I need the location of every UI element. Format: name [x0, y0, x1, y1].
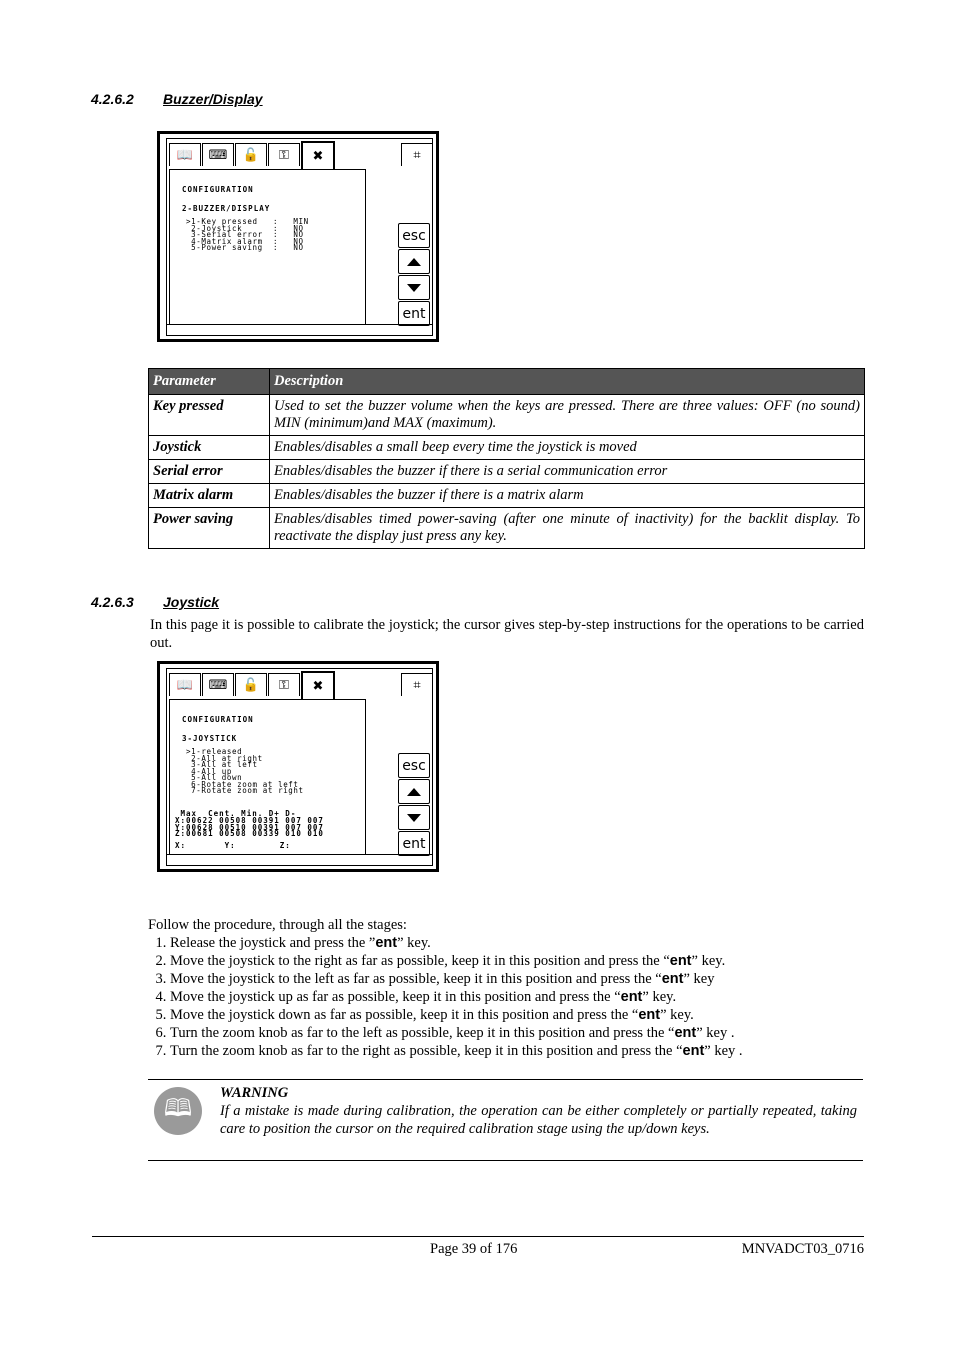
- esc-button[interactable]: esc: [398, 223, 430, 248]
- table-row: [149, 395, 865, 436]
- table-row: [149, 436, 865, 460]
- step-item: 6. Turn the zoom knob as far to the left as possible, keep it in this position and press the “ent” key .: [170, 1024, 864, 1042]
- ent-button[interactable]: ent: [398, 831, 430, 856]
- tab-tools-icon[interactable]: ✖: [301, 141, 335, 169]
- menu-item[interactable]: 2-All at right: [186, 753, 263, 763]
- tab-display-icon[interactable]: ⌗: [401, 673, 433, 696]
- warning-text: If a mistake is made during calibration, the operation can be either completely or partially repeated, taking care to position the cursor on the required calibration stage using the up/down keys.: [220, 1103, 857, 1137]
- tab-keyboard-icon[interactable]: ⌨: [202, 143, 234, 166]
- parameter-name: Power saving: [149, 508, 270, 549]
- procedure-intro: Follow the procedure, through all the stages:: [148, 917, 407, 933]
- arrow-up-icon: [407, 788, 421, 796]
- arrow-up-icon: [407, 258, 421, 266]
- section-heading-joystick: 4.2.6.3 Joystick: [91, 594, 220, 610]
- status-bar: [167, 324, 432, 335]
- parameter-description: Enables/disables the buzzer if there is a serial communication error: [270, 460, 865, 484]
- parameter-name: Serial error: [149, 460, 270, 484]
- menu-item[interactable]: 5-Power saving : NO: [186, 243, 304, 252]
- screen-frame: [166, 668, 433, 866]
- tab-keyboard-icon[interactable]: ⌨: [202, 673, 234, 696]
- step-item: 4. Move the joystick up as far as possible, keep it in this position and press the “ent” key.: [170, 988, 864, 1006]
- arrow-down-icon: [407, 814, 421, 822]
- menu-item[interactable]: 4-Matrix alarm : NO: [186, 236, 304, 246]
- menu-item[interactable]: 4-All up: [186, 766, 233, 776]
- tab-key-icon[interactable]: ⚿: [268, 673, 300, 696]
- step-item: 3. Move the joystick to the left as far as possible, keep it in this position and press the “ent” key: [170, 970, 864, 988]
- procedure-steps: [148, 934, 864, 1060]
- menu-item[interactable]: 7-Rotate zoom at right: [186, 786, 304, 795]
- procedure-section: [148, 916, 864, 1060]
- menu-item[interactable]: >1-Key pressed : MIN: [186, 217, 309, 226]
- menu-panel: [169, 699, 366, 855]
- calibration-row: X:00622 00508 00391 007 007: [175, 816, 324, 825]
- tab-key-icon[interactable]: ⚿: [268, 143, 300, 166]
- table-header-row: [149, 369, 865, 395]
- parameter-description: Used to set the buzzer volume when the keys are pressed. There are three values: OFF (no sound) MIN (minimum)and MAX (maximum).: [270, 395, 865, 436]
- tab-book-icon[interactable]: 📖: [169, 673, 201, 696]
- tab-tools-icon[interactable]: ✖: [301, 671, 335, 699]
- step-item: 7. Turn the zoom knob as far to the right as possible, keep it in this position and press the “ent” key .: [170, 1042, 864, 1060]
- status-bar: [167, 854, 432, 865]
- menu-panel: [169, 169, 366, 325]
- up-button[interactable]: [398, 779, 430, 804]
- document-code: MNVADCT03_0716: [741, 1241, 864, 1257]
- screen-joystick: [157, 661, 439, 872]
- axis-readout: X: Y: Z:: [175, 841, 291, 850]
- tab-lock-icon[interactable]: 🔓: [235, 673, 267, 696]
- parameter-description: Enables/disables the buzzer if there is a matrix alarm: [270, 484, 865, 508]
- step-item: 5. Move the joystick down as far as possible, keep it in this position and press the “ent” key.: [170, 1006, 864, 1024]
- book-icon: 🕮: [154, 1087, 202, 1135]
- esc-button[interactable]: esc: [398, 753, 430, 778]
- screen-frame: [166, 138, 433, 336]
- footer-rule: [92, 1236, 864, 1237]
- joystick-intro: In this page it is possible to calibrate the joystick; the cursor gives step-by-step instructions for the operations to be carried out.: [150, 617, 864, 651]
- screen-header: CONFIGURATION: [182, 715, 254, 724]
- parameter-name: Matrix alarm: [149, 484, 270, 508]
- down-button[interactable]: [398, 275, 430, 300]
- screen-header: CONFIGURATION: [182, 185, 254, 194]
- warning-title: WARNING: [220, 1085, 289, 1101]
- step-item: 2. Move the joystick to the right as far as possible, keep it in this position and press the “ent” key.: [170, 952, 864, 970]
- parameter-name: Key pressed: [149, 395, 270, 436]
- menu-item[interactable]: 5-All down: [186, 773, 243, 782]
- tab-display-icon[interactable]: ⌗: [401, 143, 433, 166]
- screen-buzzer-display: [157, 131, 439, 342]
- screen-subtitle: 2-BUZZER/DISPLAY: [182, 204, 271, 213]
- calibration-table-header: Max Cent. Min. D+ D-: [175, 809, 297, 818]
- menu-item[interactable]: 3-All at left: [186, 760, 258, 769]
- menu-item[interactable]: 6-Rotate zoom at left: [186, 779, 299, 789]
- step-item: 1. Release the joystick and press the ”ent” key.: [170, 934, 864, 952]
- table-row: [149, 508, 865, 549]
- page-number: Page 39 of 176: [430, 1241, 518, 1257]
- table-row: [149, 484, 865, 508]
- table-row: [149, 460, 865, 484]
- menu-item[interactable]: 2-Joystick : NO: [186, 223, 304, 233]
- parameter-table: [148, 368, 865, 549]
- column-header: Parameter: [149, 369, 270, 395]
- down-button[interactable]: [398, 805, 430, 830]
- tab-lock-icon[interactable]: 🔓: [235, 143, 267, 166]
- ent-button[interactable]: ent: [398, 301, 430, 326]
- calibration-row: Y:00628 00510 00391 007 007: [175, 822, 324, 832]
- calibration-row: Z:00681 00508 00339 010 010: [175, 829, 324, 838]
- column-header: Description: [270, 369, 865, 395]
- menu-item[interactable]: 3-Serial error : NO: [186, 230, 304, 239]
- parameter-name: Joystick: [149, 436, 270, 460]
- arrow-down-icon: [407, 284, 421, 292]
- warning-box: [148, 1079, 863, 1161]
- menu-item[interactable]: >1-released: [186, 747, 243, 756]
- tab-book-icon[interactable]: 📖: [169, 143, 201, 166]
- section-heading-buzzer: 4.2.6.2 Buzzer/Display: [91, 91, 263, 107]
- parameter-description: Enables/disables a small beep every time the joystick is moved: [270, 436, 865, 460]
- up-button[interactable]: [398, 249, 430, 274]
- screen-subtitle: 3-JOYSTICK: [182, 734, 238, 743]
- parameter-description: Enables/disables timed power-saving (after one minute of inactivity) for the backlit display. To reactivate the display just press any key.: [270, 508, 865, 549]
- warning-content: [220, 1084, 857, 1138]
